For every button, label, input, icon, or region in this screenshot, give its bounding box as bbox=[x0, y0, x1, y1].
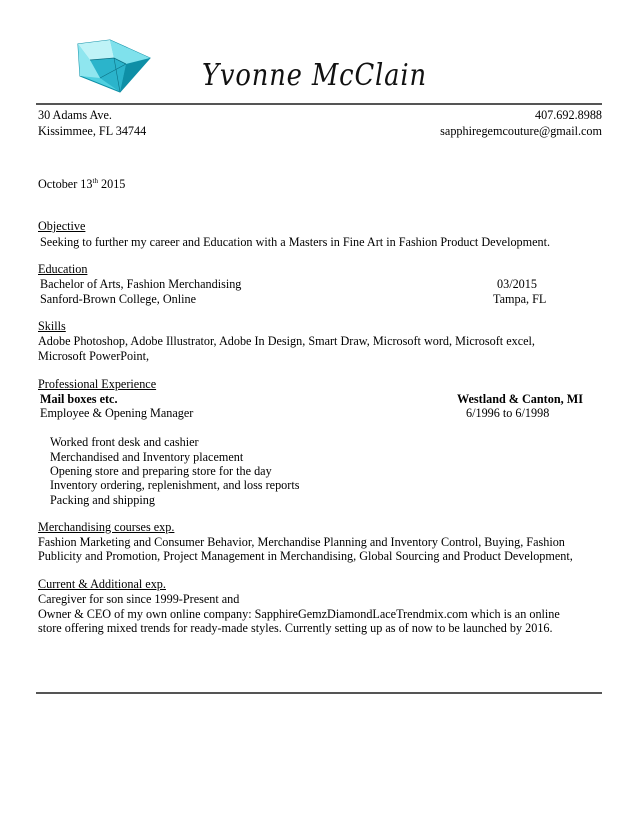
date-year: 2015 bbox=[97, 177, 126, 191]
sapphire-gem-icon bbox=[70, 36, 158, 94]
education-location: Tampa, FL bbox=[493, 292, 547, 306]
objective-text: Seeking to further my career and Education with a Masters in Fine Art in Fashion Product Development. bbox=[40, 235, 551, 249]
address-line-2: Kissimmee, FL 34744 bbox=[38, 124, 147, 138]
courses-line-2: Publicity and Promotion, Project Management in Merchandising, Global Sourcing and Product Development, bbox=[38, 549, 573, 563]
skills-line-1: Adobe Photoshop, Adobe Illustrator, Adobe In Design, Smart Draw, Microsoft word, Microsoft excel, bbox=[38, 334, 535, 348]
experience-company: Mail boxes etc. bbox=[40, 392, 118, 406]
email-address: sapphiregemcouture@gmail.com bbox=[440, 124, 602, 138]
education-heading: Education bbox=[38, 262, 88, 276]
phone-number: 407.692.8988 bbox=[534, 108, 602, 122]
header-rule bbox=[36, 103, 602, 105]
education-date: 03/2015 bbox=[497, 277, 537, 291]
skills-heading: Skills bbox=[38, 319, 66, 333]
duty-item: Opening store and preparing store for the day bbox=[50, 464, 272, 478]
objective-heading: Objective bbox=[38, 219, 86, 233]
experience-dates: 6/1996 to 6/1998 bbox=[466, 406, 550, 420]
additional-line-3: store offering mixed trends for ready-made styles. Currently setting up as of now to be launched by 2016. bbox=[38, 621, 553, 635]
address-line-1: 30 Adams Ave. bbox=[38, 108, 112, 122]
experience-location: Westland & Canton, MI bbox=[457, 392, 583, 406]
duty-item: Worked front desk and cashier bbox=[50, 435, 199, 449]
duty-item: Inventory ordering, replenishment, and loss reports bbox=[50, 478, 300, 492]
letter-date bbox=[38, 177, 125, 192]
courses-heading: Merchandising courses exp. bbox=[38, 520, 175, 534]
education-degree: Bachelor of Arts, Fashion Merchandising bbox=[40, 277, 242, 291]
duty-item: Merchandised and Inventory placement bbox=[50, 450, 244, 464]
date-suffix: th bbox=[92, 177, 98, 185]
footer-rule bbox=[36, 692, 602, 694]
experience-heading: Professional Experience bbox=[38, 377, 157, 391]
applicant-name: Yvonne McClain bbox=[202, 58, 427, 93]
experience-title: Employee & Opening Manager bbox=[40, 406, 194, 420]
skills-line-2: Microsoft PowerPoint, bbox=[38, 349, 150, 363]
duty-item: Packing and shipping bbox=[50, 493, 155, 507]
courses-line-1: Fashion Marketing and Consumer Behavior, Merchandise Planning and Inventory Control, Buying, Fashion bbox=[38, 535, 565, 549]
date-prefix: October 13 bbox=[38, 177, 93, 191]
additional-line-2: Owner & CEO of my own online company: SapphireGemzDiamondLaceTrendmix.com which is an online bbox=[38, 607, 560, 621]
additional-line-1: Caregiver for son since 1999-Present and bbox=[38, 592, 240, 606]
education-school: Sanford-Brown College, Online bbox=[40, 292, 197, 306]
additional-heading: Current & Additional exp. bbox=[38, 577, 166, 591]
